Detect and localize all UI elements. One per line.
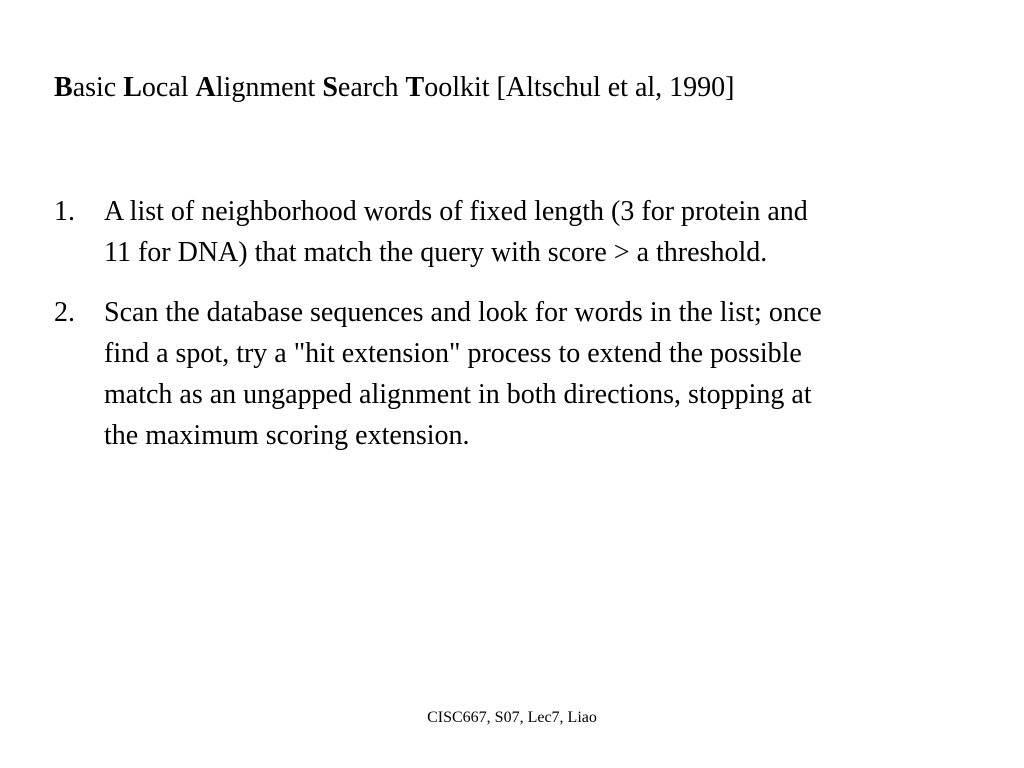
footer-text: CISC667, S07, Lec7, Liao	[427, 709, 597, 726]
title-word-search: earch	[337, 72, 406, 103]
list-item	[54, 292, 984, 456]
title-initial-t: T	[405, 72, 425, 103]
list-item-number: 2.	[54, 297, 75, 328]
slide-title	[54, 70, 735, 106]
title-word-alignment: lignment	[215, 72, 323, 103]
title-initial-l: L	[123, 72, 142, 103]
list-item	[54, 191, 984, 273]
title-word-local: ocal	[141, 72, 196, 103]
title-initial-a: A	[195, 72, 216, 103]
list-item-text: A list of neighborhood words of fixed length (3 for protein and 11 for DNA) that match the query with score > a threshold.	[104, 196, 808, 268]
title-word-basic: asic	[72, 72, 124, 103]
slide-footer	[0, 708, 1024, 728]
title-word-toolkit-citation: oolkit [Altschul et al, 1990]	[424, 72, 735, 103]
list-item-number: 1.	[54, 196, 75, 227]
title-initial-s: S	[322, 72, 338, 103]
title-initial-b: B	[54, 72, 73, 103]
list-item-text: Scan the database sequences and look for words in the list; once find a spot, try a "hit extension" process to extend the possible match as an ungapped alignment in both directions, stopping at the maximum scoring extension.	[104, 297, 822, 451]
